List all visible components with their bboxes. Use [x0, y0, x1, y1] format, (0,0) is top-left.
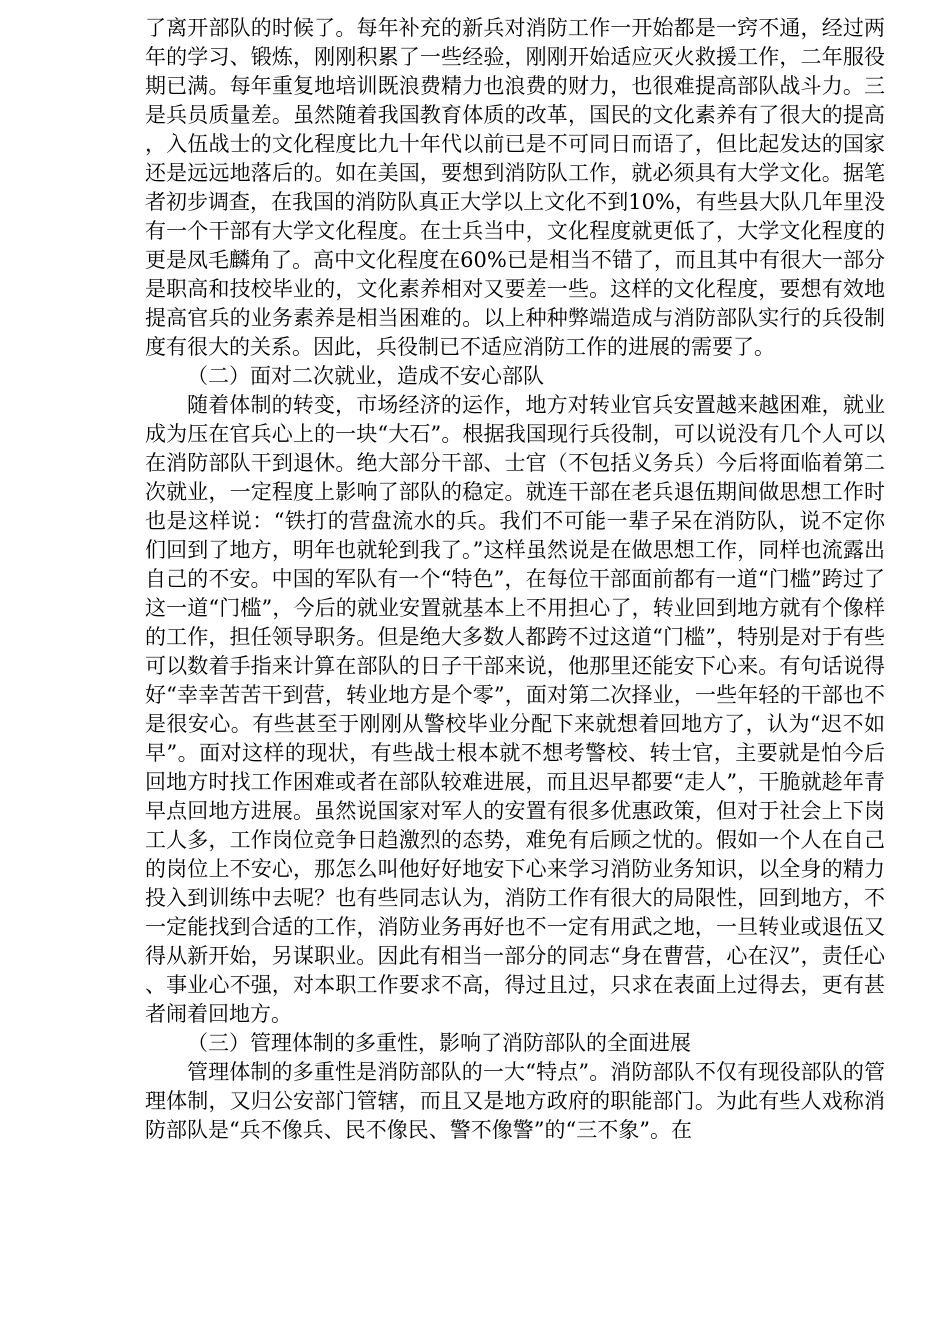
- section-heading-3: （三）管理体制的多重性，影响了消防部队的全面进展: [187, 1031, 691, 1055]
- document-page: [145, 14, 885, 1145]
- paragraph-second-employment: 随着体制的转变，市场经济的运作，地方对转业官兵安置越来越困难，就业成为压在官兵心上的一块“大石”。根据我国现行兵役制，可以说没有几个人可以在消防部队干到退休。绝大部分干部、士官（不包括义务兵）今后将面临着第二次就业，一定程度上影响了部队的稳定。就连干部在老兵退伍期间做思想工作时也是这样说：“铁打的营盘流水的兵。我们不可能一辈子呆在消防队，说不定你们回到了地方，明年也就轮到我了。”这样虽然说是在做思想工作，同样也流露出自己的不安。中国的军队有一个“特色”，在每位干部面前都有一道“门槛”跨过了这一道“门槛”，今后的就业安置就基本上不用担心了，转业回到地方就有个像样的工作，担任领导职务。但是绝大多数人都跨不过这道“门槛”，特别是对于有些可以数着手指来计算在部队的日子干部来说，他那里还能安下心来。有句话说得好“幸幸苦苦干到营，转业地方是个零”，面对第二次择业，一些年轻的干部也不是很安心。有些甚至于刚刚从警校毕业分配下来就想着回地方了，认为“迟不如早”。面对这样的现状，有些战士根本就不想考警校、转士官，主要就是怕今后回地方时找工作困难或者在部队较难进展，而且迟早都要“走人”，干脆就趁年青早点回地方进展。虽然说国家对军人的安置有很多优惠政策，但对于社会上下岗工人多，工作岗位竞争日趋激烈的态势，难免有后顾之忧的。假如一个人在自己的岗位上不安心，那怎么叫他好好地安下心来学习消防业务知识，以全身的精力投入到训练中去呢？也有些同志认为，消防工作有很大的局限性，回到地方，不一定能找到合适的工作，消防业务再好也不一定有用武之地，一旦转业或退伍又得从新开始，另谋职业。因此有相当一部分的同志“身在曹营，心在汉”，责任心、事业心不强，对本职工作要求不高，得过且过，只求在表面上过得去，更有甚者闹着回地方。: [145, 393, 885, 1026]
- paragraph-soldier-quality: 了离开部队的时候了。每年补充的新兵对消防工作一开始都是一窍不通，经过两年的学习、锻炼，刚刚积累了一些经验，刚刚开始适应灭火救援工作，二年服役期已满。每年重复地培训既浪费精力也浪费的财力，也很难提高部队战斗力。三是兵员质量差。虽然随着我国教育体质的改革，国民的文化素养有了很大的提高，入伍战士的文化程度比九十年代以前已是不可同日而语了，但比起发达的国家还是远远地落后的。如在美国，要想到消防队工作，就必须具有大学文化。据笔者初步调查，在我国的消防队真正大学以上文化不到10%，有些县大队几年里没有一个干部有大学文化程度。在士兵当中，文化程度就更低了，大学文化程度的更是凤毛麟角了。高中文化程度在60%已是相当不错了，而且其中有很大一部分是职高和技校毕业的，文化素养相对又要差一些。这样的文化程度，要想有效地提高官兵的业务素养是相当困难的。以上种种弊端造成与消防部队实行的兵役制度有很大的关系。因此，兵役制已不适应消防工作的进展的需要了。: [145, 16, 885, 359]
- section-heading-2: （二）面对二次就业，造成不安心部队: [187, 364, 544, 388]
- paragraph-management-system: 管理体制的多重性是消防部队的一大“特点”。消防部队不仅有现役部队的管理体制，又归公安部门管辖，而且又是地方政府的职能部门。为此有些人戏称消防部队是“兵不像兵、民不像民、警不像警”的“三不象”。在: [145, 1060, 885, 1142]
